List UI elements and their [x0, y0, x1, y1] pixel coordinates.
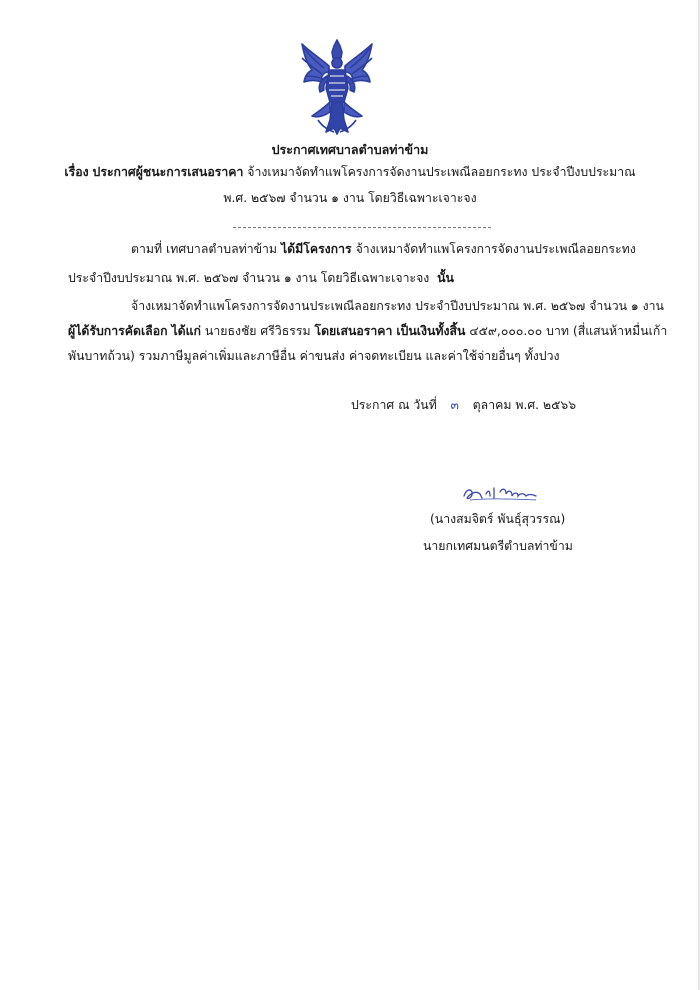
- p2-winner-name: นายธงชัย ศรีวิธรรม: [204, 324, 311, 338]
- subject-line-2: พ.ศ. ๒๕๖๗ จำนวน ๑ งาน โดยวิธีเฉพาะเจาะจง: [223, 191, 477, 205]
- dashed-divider: [233, 227, 491, 228]
- paragraph-2-line-2: [68, 323, 667, 339]
- p1-end: นั้น: [437, 271, 454, 285]
- p2-total-label: เป็นเงินทั้งสิ้น: [396, 324, 466, 338]
- subject-label: เรื่อง: [64, 165, 89, 179]
- p1-intro: ตามที่ เทศบาลตำบลท่าข้าม: [131, 242, 278, 256]
- announce-prefix: ประกาศ ณ วันที่: [351, 398, 437, 412]
- signer-position: นายกเทศมนตรีตำบลท่าข้าม: [423, 539, 573, 553]
- p1-project: ได้มีโครงการ: [280, 242, 352, 256]
- garuda-emblem-icon: [296, 36, 378, 138]
- announce-month-year: ตุลาคม พ.ศ. ๒๕๖๖: [472, 398, 577, 412]
- p2-offer-label: โดยเสนอราคา: [314, 324, 393, 338]
- paragraph-2-line-1: จ้างเหมาจัดทำแพโครงการจัดงานประเพณีลอยกระทง ประจำปีงบประมาณ พ.ศ. ๒๕๖๗ จำนวน ๑ งาน: [131, 299, 664, 313]
- p1-detail: จ้างเหมาจัดทำแพโครงการจัดงานประเพณีลอยกระทง: [355, 242, 636, 256]
- subject-main: ประกาศผู้ชนะการเสนอราคา: [92, 165, 244, 179]
- p2-given: ได้แก่: [171, 324, 201, 338]
- signer-name: (นางสมจิตร์ พันธุ์สุวรรณ): [430, 512, 566, 526]
- announce-day: ๓: [450, 398, 459, 412]
- p2-selected-label: ผู้ได้รับการคัดเลือก: [68, 324, 168, 338]
- paragraph-2-line-3: พันบาทถ้วน) รวมภาษีมูลค่าเพิ่มและภาษีอื่น ค่าขนส่ง ค่าจดทะเบียน และค่าใช้จ่ายอื่นๆ ทั้งปวง: [68, 349, 560, 363]
- announce-date: [351, 397, 576, 413]
- p1-fiscal: ประจำปีงบประมาณ พ.ศ. ๒๕๖๗ จำนวน ๑ งาน โดยวิธีเฉพาะเจาะจง: [68, 271, 430, 285]
- page-title: ประกาศเทศบาลตำบลท่าข้าม: [271, 142, 429, 157]
- signature-scribble-icon: [460, 480, 540, 506]
- subject-line-1: [0, 163, 700, 182]
- p2-amount: ๔๕๙,๐๐๐.๐๐ บาท (สี่แสนห้าหมื่นเก้า: [469, 324, 668, 338]
- paragraph-1-line-1: [131, 241, 636, 257]
- paragraph-1-line-2: [68, 270, 454, 286]
- subject-detail: จ้างเหมาจัดทำแพโครงการจัดงานประเพณีลอยกระทง ประจำปีงบประมาณ: [247, 165, 636, 179]
